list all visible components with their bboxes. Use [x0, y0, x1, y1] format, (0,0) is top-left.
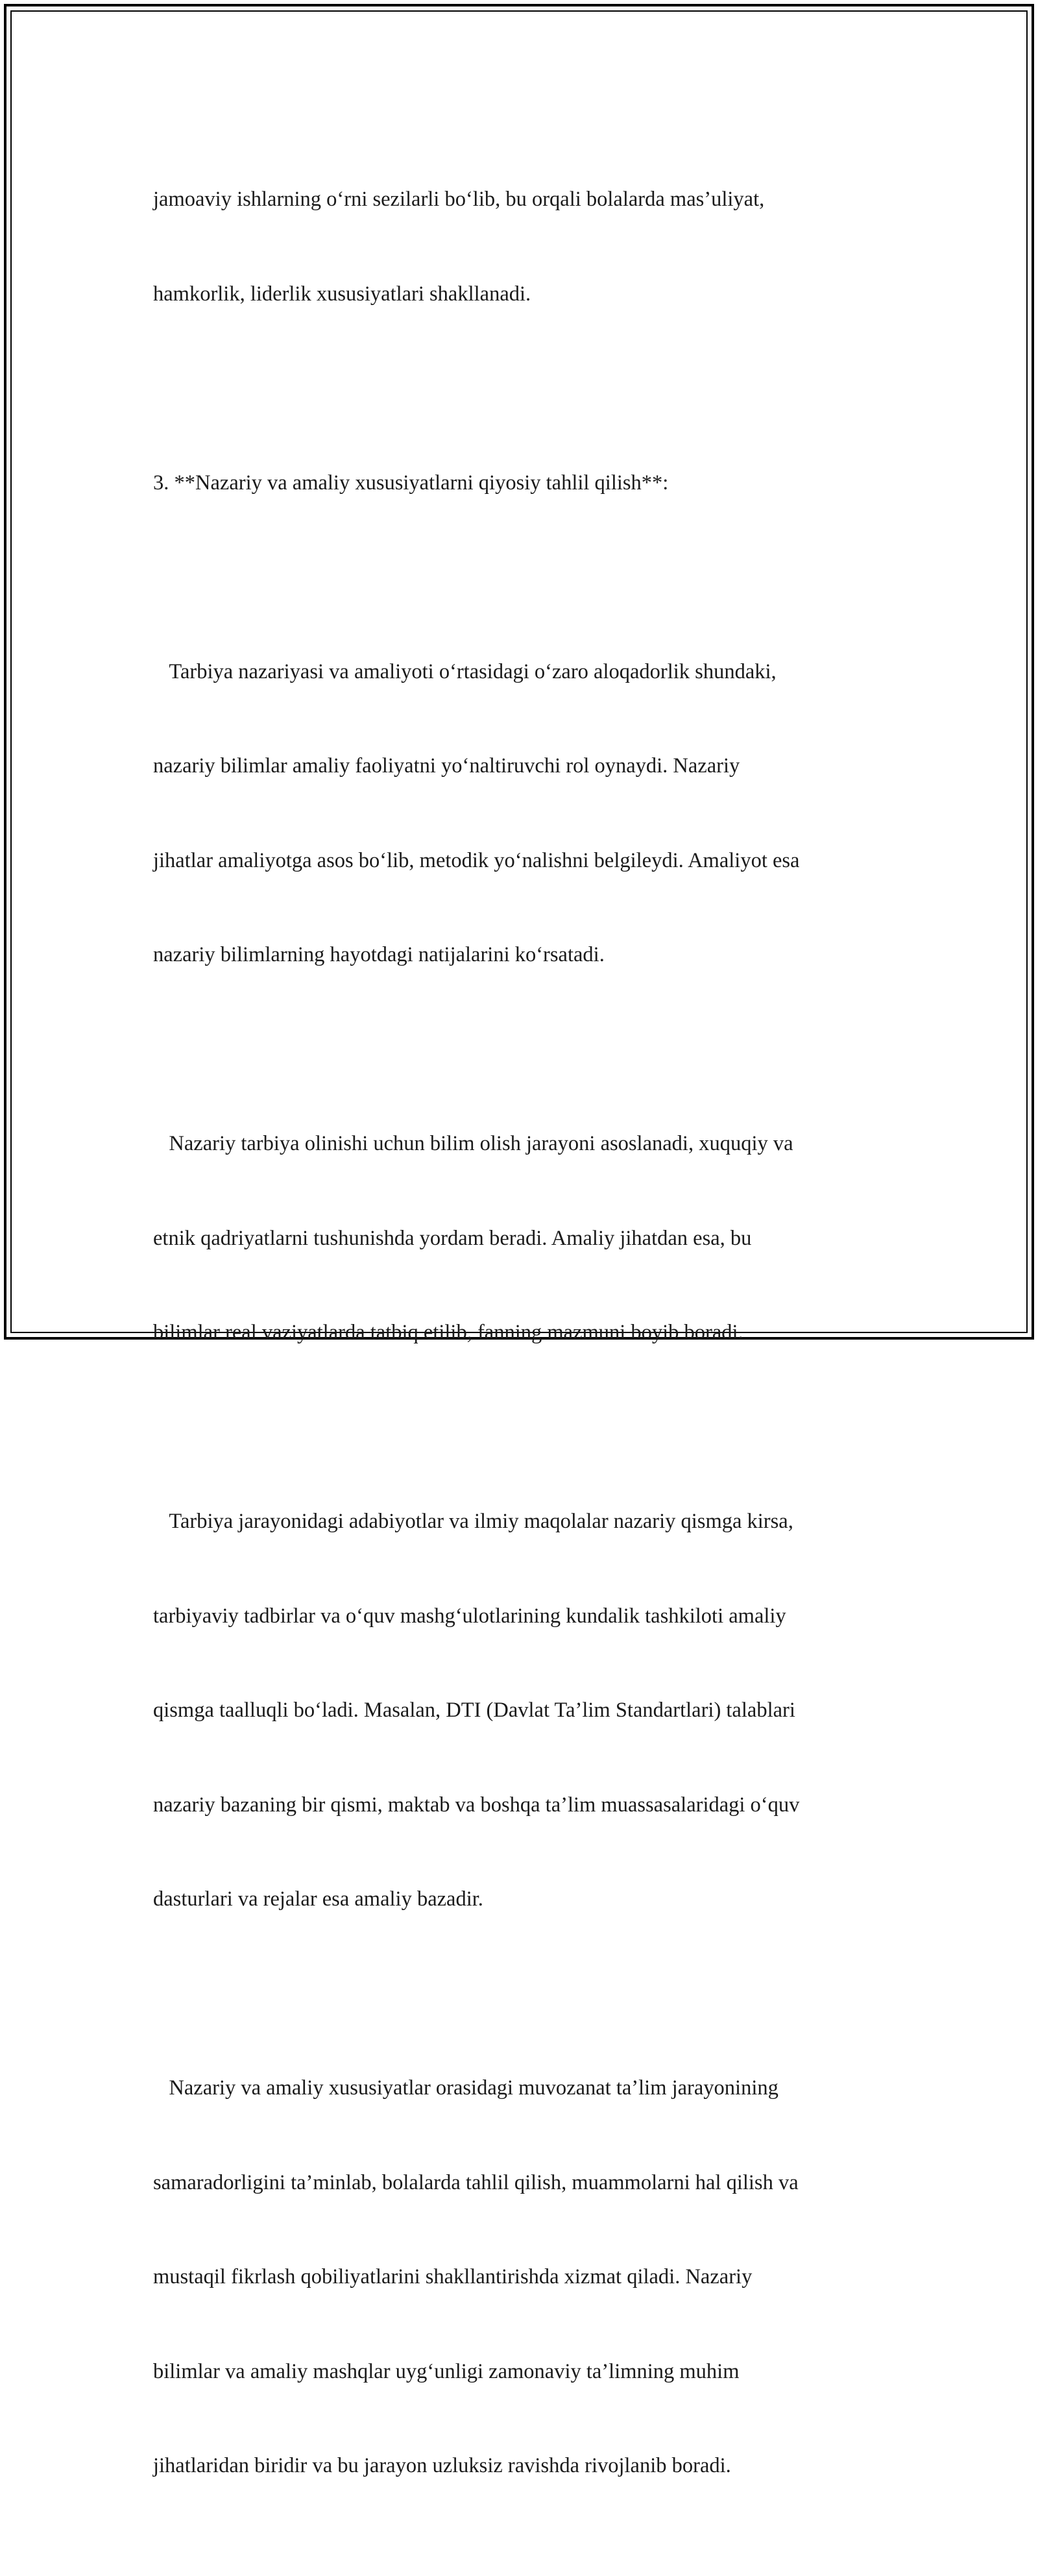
text-line: 3. **Nazariy va amaliy xususiyatlarni qiyosiy tahlil qilish**:	[153, 471, 669, 495]
text-line: dasturlari va rejalar esa amaliy bazadir.	[153, 1887, 483, 1911]
text-line: jamoaviy ishlarning o‘rni sezilarli bo‘lib, bu orqali bolalarda mas’uliyat,	[153, 188, 765, 211]
text-line: bilimlar va amaliy mashqlar uyg‘unligi zamonaviy ta’limning muhim	[153, 2359, 740, 2383]
text-line: Nazariy va amaliy xususiyatlar orasidagi muvozanat ta’lim jarayonining	[153, 2076, 779, 2100]
text-line: jihatlar amaliyotga asos bo‘lib, metodik yo‘nalishni belgileydi. Amaliyot esa	[153, 848, 800, 872]
text-line: samaradorligini ta’minlab, bolalarda tahlil qilish, muammolarni hal qilish va	[153, 2170, 799, 2194]
text-line: nazariy bilimlarning hayotdagi natijalarini ko‘rsatadi.	[153, 943, 605, 966]
document-body	[153, 121, 893, 2576]
paragraph-1	[153, 121, 893, 373]
section-heading	[153, 404, 893, 562]
paragraph-3	[153, 1065, 893, 1412]
text-line: Tarbiya nazariyasi va amaliyoti o‘rtasidagi o‘zaro aloqadorlik shundaki,	[153, 659, 777, 683]
text-line: Tarbiya jarayonidagi adabiyotlar va ilmiy maqolalar nazariy qismga kirsa,	[153, 1510, 793, 1533]
text-line: tarbiyaviy tadbirlar va o‘quv mashg‘ulotlarining kundalik tashkiloti amaliy	[153, 1604, 786, 1628]
paragraph-4	[153, 1443, 893, 1978]
paragraph-5	[153, 2009, 893, 2545]
text-line: bilimlar real vaziyatlarda tatbiq etilib, fanning mazmuni boyib boradi.	[153, 1321, 743, 1344]
text-line: nazariy bilimlar amaliy faoliyatni yo‘naltiruvchi rol oynaydi. Nazariy	[153, 754, 740, 778]
text-line: jihatlaridan biridir va bu jarayon uzluksiz ravishda rivojlanib boradi.	[153, 2454, 731, 2477]
text-line: mustaqil fikrlash qobiliyatlarini shakllantirishda xizmat qiladi. Nazariy	[153, 2265, 753, 2288]
text-line: Nazariy tarbiya olinishi uchun bilim olish jarayoni asoslanadi, xuquqiy va	[153, 1132, 793, 1155]
text-line: etnik qadriyatlarni tushunishda yordam beradi. Amaliy jihatdan esa, bu	[153, 1226, 752, 1250]
paragraph-2	[153, 593, 893, 1034]
text-line: hamkorlik, liderlik xususiyatlari shakllanadi.	[153, 282, 531, 306]
text-line: nazariy bazaning bir qismi, maktab va boshqa ta’lim muassasalaridagi o‘quv	[153, 1793, 800, 1817]
text-line: qismga taalluqli bo‘ladi. Masalan, DTI (Davlat Ta’lim Standartlari) talablari	[153, 1699, 795, 1722]
